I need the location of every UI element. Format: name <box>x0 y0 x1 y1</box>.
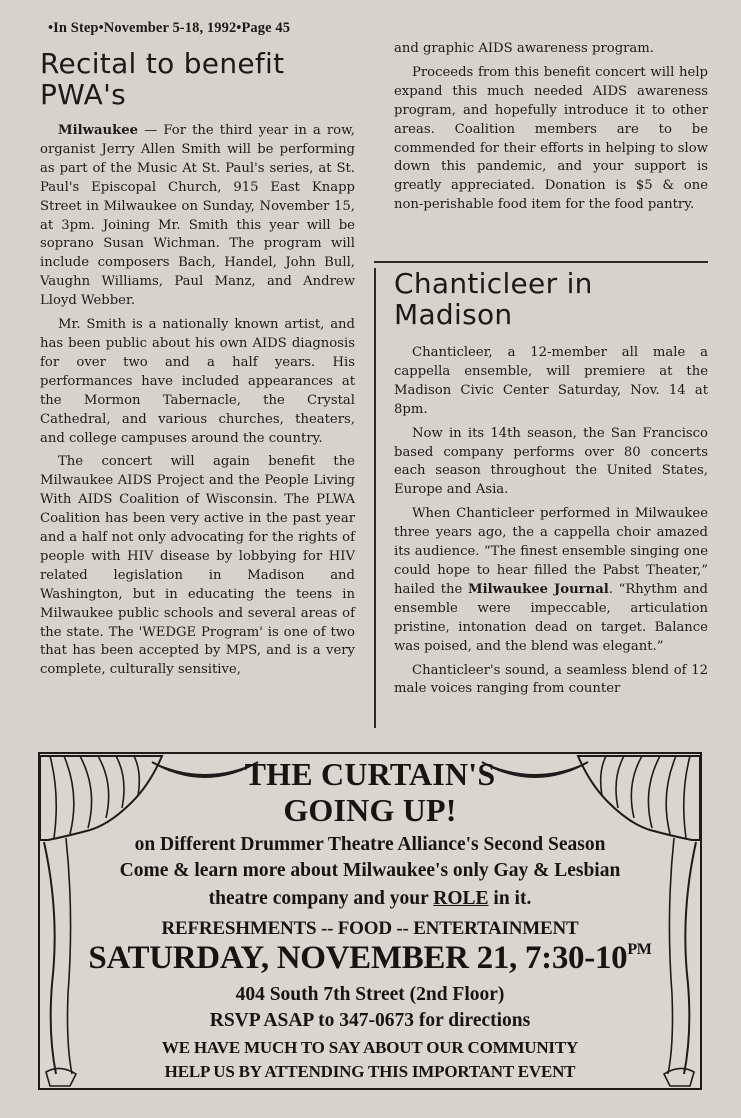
article-chanticleer-body <box>394 344 708 699</box>
article-chanticleer <box>394 268 708 704</box>
dateline: Milwaukee <box>58 123 139 138</box>
theatre-advertisement <box>38 752 702 1090</box>
ad-line-refreshments: REFRESHMENTS -- FOOD -- ENTERTAINMENT <box>161 918 579 939</box>
article-recital <box>40 48 355 685</box>
paragraph: Proceeds from this benefit concert will help expand this much needed AIDS awareness program, and hopefully introduce it to other areas. Coalition members are to be commended for their efforts in helping to slow down this pandemic, and your support is greatly appreciated. Donation is $5 & one non-perishable food item for the food pantry. <box>394 64 708 213</box>
paragraph: and graphic AIDS awareness program. <box>394 41 654 56</box>
ad-line-rsvp: RSVP ASAP to 347-0673 for directions <box>209 1010 531 1031</box>
headline-recital: Recital to benefit PWA's <box>40 47 285 111</box>
ad-line-attend: HELP US BY ATTENDING THIS IMPORTANT EVENT <box>164 1062 576 1081</box>
horizontal-rule <box>374 261 708 263</box>
publication-name: Milwaukee Journal <box>467 581 609 597</box>
ad-line-date: SATURDAY, NOVEMBER 21, $7:30-10^{PM}$ <box>88 940 652 976</box>
ad-line-community: WE HAVE MUCH TO SAY ABOUT OUR COMMUNITY <box>161 1038 579 1057</box>
paragraph: Chanticleer's sound, a seamless blend of 12 male voices ranging from counter <box>394 662 708 697</box>
ad-line-learn: Come & learn more about Milwaukee's only Gay & Lesbian <box>119 860 621 881</box>
article-recital-body <box>40 122 355 680</box>
column-rule <box>374 268 376 728</box>
paragraph: The concert will again benefit the Milwaukee AIDS Project and the People Living With AIDS Coalition of Wisconsin. The PLWA Coalition has been very active in the past year and a half not only advocating for the rights of people with HIV disease by lobbying for HIV related legislation in Madison and Washington, but in educating the teens in Milwaukee public schools and several areas of the state. The 'WEDGE Program' is one of two that has been accepted by MPS, and is a very complete, culturally sensitive, <box>40 454 355 678</box>
ad-line-address: 404 South 7th Street (2nd Floor) <box>235 984 505 1005</box>
role-emphasis: ROLE <box>433 888 489 909</box>
paragraph: When Chanticleer performed in Milwaukee three years ago, the a cappella choir amazed its audience. “The finest ensemble singing one could hope to hear filled the Pabst Theater,” hailed the Milwaukee Journal. “Rhythm and ensemble were impeccable, articulation pristine, intonation dead on target. Balance was poised, and the blend was elegant.” <box>394 506 708 654</box>
article-recital-continued <box>394 40 708 220</box>
headline-chanticleer: Chanticleer in Madison <box>394 267 593 331</box>
paragraph: Chanticleer, a 12-member all male a cappella ensemble, will premiere at the Madison Civic Center Saturday, Nov. 14 at 8pm. <box>394 345 708 417</box>
paragraph: Now in its 14th season, the San Francisco based company performs over 80 concerts each season throughout the United States, Europe and Asia. <box>394 425 708 498</box>
paragraph: Mr. Smith is a nationally known artist, and has been public about his own AIDS diagnosis for over two and a half years. His performances have included appearances at the Mormon Tabernacle, the Crystal Cathedral, and various churches, theaters, and college campuses around the country. <box>40 317 355 446</box>
ad-title-line2: GOING UP! <box>283 792 457 828</box>
paragraph: Milwaukee — For the third year in a row, organist Jerry Allen Smith will be performing as part of the Music At St. Paul's series, at St. Paul's Episcopal Church, 915 East Knapp Street in Milwaukee on Sunday, November 15, at 3pm. Joining Mr. Smith this year will be soprano Susan Wichman. The program will include composers Bach, Handel, John Bull, Vaughn Williams, Paul Manz, and Andrew Lloyd Webber. <box>40 123 355 309</box>
running-head: •In Step•November 5-18, 1992•Page 45 <box>48 20 291 36</box>
ad-line-season: on Different Drummer Theatre Alliance's Second Season <box>134 834 606 855</box>
ad-line-role: theatre company and your ROLE in it. <box>208 888 532 909</box>
ad-title-line1: THE CURTAIN'S <box>244 756 496 792</box>
